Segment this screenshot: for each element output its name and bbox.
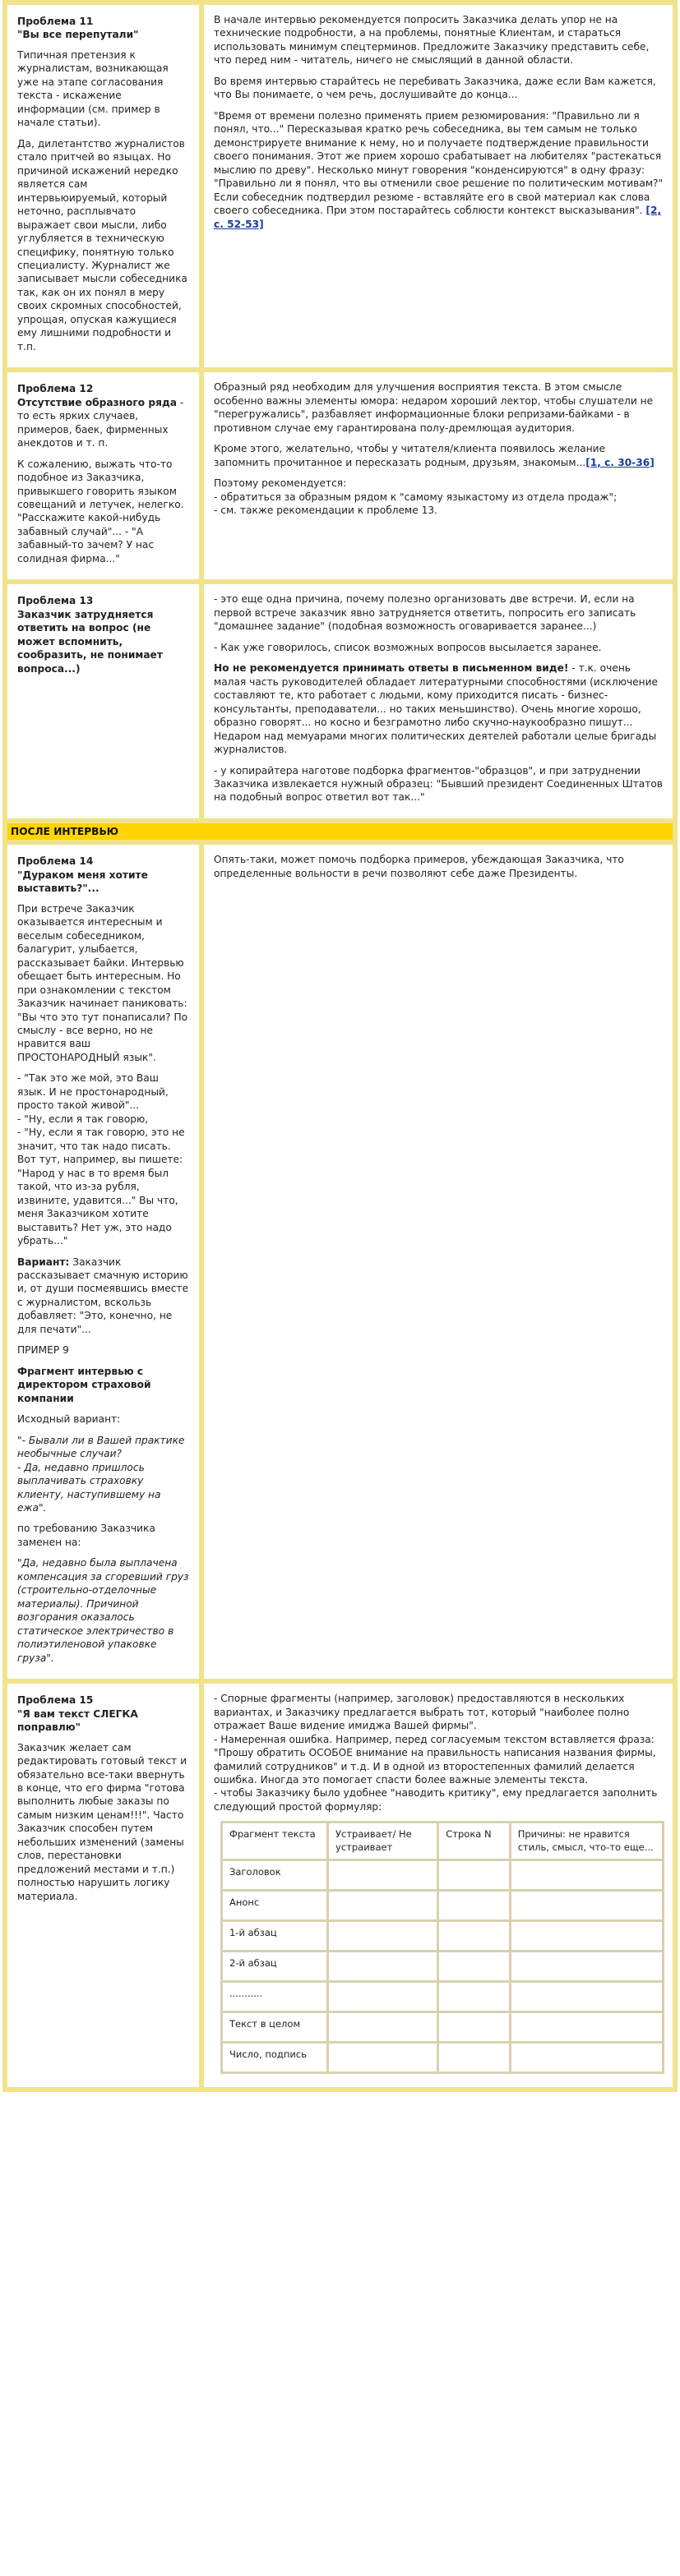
solution-14-text: Опять-таки, может помочь подборка примеров, убеждающая Заказчика, что определенные вольности в речи позволяют себе даже Президенты. bbox=[214, 854, 624, 879]
solution-12-text-2 bbox=[214, 442, 664, 469]
problem-row-13 bbox=[5, 582, 675, 821]
problem-11-text-2: Да, дилетантство журналистов стало притчей во языцах. Но причиной искажений нередко является сам интервьюируемый, который неточно, расплывчато выражает свои мысли, либо углубляется в техническую специфику, понятную только специалисту. Журналист же записывает мысли собеседника так, как он их понял в меру своих скромных способностей, упрощая, опуская кажущиеся ему лишними подробности и т.п. bbox=[17, 137, 187, 353]
form-row bbox=[222, 2043, 664, 2073]
feedback-form-table bbox=[220, 1821, 664, 2074]
form-header-row bbox=[222, 1823, 664, 1860]
form-cell[interactable] bbox=[328, 1891, 438, 1921]
problem-13-title: Проблема 13 Заказчик затрудняется ответить на вопрос (не может вспомнить, сообразить, не понимает вопроса...) bbox=[17, 595, 163, 675]
example-9-title: Фрагмент интервью с директором страховой компании bbox=[17, 1365, 151, 1404]
solution-13-text-3 bbox=[214, 661, 664, 756]
problem-11-title: Проблема 11 "Вы все перепутали" bbox=[17, 16, 139, 41]
form-header-fragment: Фрагмент текста bbox=[222, 1823, 328, 1860]
form-row-label: Анонс bbox=[222, 1891, 328, 1921]
problem-12-title-rest: - то есть ярких случаев, примеров, баек, фирменных анекдотов и т. п. bbox=[17, 396, 184, 449]
problem-14-variant-lead: Вариант: bbox=[17, 1256, 70, 1268]
form-cell[interactable] bbox=[510, 1982, 663, 2012]
form-cell[interactable] bbox=[438, 1921, 510, 1952]
solution-15-cell bbox=[201, 1681, 675, 2090]
form-header-reasons: Причины: не нравится стиль, смысл, что-то еще... bbox=[510, 1823, 663, 1860]
solution-12-rec-1: - обратиться за образным рядом к "самому языкастому из отдела продаж"; bbox=[214, 491, 618, 503]
problem-12-text-1: К сожалению, выжать что-то подобное из Заказчика, привыкшего говорить языком совещаний и летучек, нелегко. "Расскажите какой-нибудь забавный случай"... - "А забавный-то зачем? У нас солидная фирма..." bbox=[17, 458, 184, 565]
form-header-line: Строка N bbox=[438, 1823, 510, 1860]
form-cell[interactable] bbox=[510, 1921, 663, 1952]
form-row bbox=[222, 1921, 664, 1952]
form-cell[interactable] bbox=[438, 2012, 510, 2043]
problem-12-title: Проблема 12 Отсутствие образного ряда bbox=[17, 383, 178, 408]
solution-13-text-1: - это еще одна причина, почему полезно организовать две встречи. И, если на первой встрече заказчик явно затрудняется ответить, попросить его записать "домашнее задание" (подобная возможность оговаривается заранее...) bbox=[214, 593, 636, 633]
problem-row-12 bbox=[5, 370, 675, 582]
problem-11-text-1: Типичная претензия к журналистам, возникающая уже на этапе согласования текста - искажение информации (см. пример в начале статьи). bbox=[17, 48, 169, 129]
solution-12-recs bbox=[214, 477, 664, 517]
form-cell[interactable] bbox=[510, 1891, 663, 1921]
form-row-label: Текст в целом bbox=[222, 2012, 328, 2043]
solution-12-text-2a: Кроме этого, желательно, чтобы у читателя/клиента появилось желание запомнить прочитанное и пересказать родным, друзьям, знакомым... bbox=[214, 443, 606, 468]
form-cell[interactable] bbox=[328, 1860, 438, 1891]
problem-row-15 bbox=[5, 1681, 675, 2090]
form-row-label: Заголовок bbox=[222, 1860, 328, 1891]
form-cell[interactable] bbox=[328, 1952, 438, 1982]
solution-12-cell bbox=[201, 370, 675, 582]
form-cell[interactable] bbox=[438, 1891, 510, 1921]
problem-15-title: Проблема 15 "Я вам текст СЛЕГКА поправлю" bbox=[17, 1694, 138, 1734]
form-cell[interactable] bbox=[510, 2043, 663, 2073]
problem-14-text-1: При встрече Заказчик оказывается интересным и веселым собеседником, балагурит, улыбается, рассказывает байки. Интервью обещает быть интересным. Но при ознакомлении с текстом Заказчик начинает паниковать: "Вы что это тут понаписали? По смыслу - все верно, но не нравится ваш ПРОСТОНАРОДНЫЙ язык". bbox=[17, 902, 188, 1063]
form-row-label: Число, подпись bbox=[222, 2043, 328, 2073]
problem-14-variant-rest: Заказчик рассказывает смачную историю и, от души посмеявшись вместе с журналистом, вскользь добавляет: "Это, конечно, не для печати"... bbox=[17, 1256, 189, 1335]
form-header-accept: Устраивает/ Не устраивает bbox=[328, 1823, 438, 1860]
form-row bbox=[222, 2012, 664, 2043]
form-cell[interactable] bbox=[438, 1952, 510, 1982]
original-variant-label: Исходный вариант: bbox=[17, 1413, 121, 1426]
problem-row-11 bbox=[5, 2, 675, 370]
example-9-label: ПРИМЕР 9 bbox=[17, 1344, 69, 1357]
solution-13-bold-rest: - т.к. очень малая часть руководителей обладает литературными способностями (исключение составляют те, кто работает с людьми, кому приходится писать - бизнес-консультанты, преподаватели... но таких меньшинство). Очень многие хорошо, образно говорят... но косно и безграмотно либо скучно-наукообразно пишут... Недаром над мемуарами многих политических деятелей работали целые бригады журналистов. bbox=[214, 662, 659, 756]
form-row-label: 1-й абзац bbox=[222, 1921, 328, 1952]
section-header-after-interview: ПОСЛЕ ИНТЕРВЬЮ bbox=[5, 821, 675, 842]
form-cell[interactable] bbox=[328, 2043, 438, 2073]
solution-11-quote: "Время от времени полезно применять прием резюмирования: "Правильно ли я понял, что..." Пересказывая кратко речь собеседника, вы тем самым не только демонстрируете внимание к нему, но и получаете подтверждение правильности своего понимания. Этот же прием хорошо срабатывает на любителях "растекаться мыслию по древу". Несколько минут говорения "конденсируются" в одну фразу: "Правильно ли я понял, что вы отменили свое решение по политическим мотивам?" Если собеседник подтвердил резюме - вставляйте его в свой материал как слова своего собеседника. При этом постарайтесь соблюсти контекст высказывания". bbox=[214, 109, 664, 217]
form-cell[interactable] bbox=[328, 2012, 438, 2043]
form-row bbox=[222, 1860, 664, 1891]
form-cell[interactable] bbox=[438, 2043, 510, 2073]
problem-15-cell bbox=[5, 1681, 201, 2090]
problem-14-variant bbox=[17, 1256, 189, 1337]
form-row-label: 2-й абзац bbox=[222, 1952, 328, 1982]
problem-12-cell bbox=[5, 370, 201, 582]
problem-14-title: Проблема 14 "Дураком меня хотите выставить?"... bbox=[17, 855, 148, 895]
solution-11-cell bbox=[201, 2, 675, 370]
form-cell[interactable] bbox=[438, 1860, 510, 1891]
form-cell[interactable] bbox=[328, 1982, 438, 2012]
reference-link-2[interactable]: [2, с. 52-53] bbox=[214, 205, 662, 230]
form-cell[interactable] bbox=[328, 1921, 438, 1952]
original-variant-text: "- Бывали ли в Вашей практике необычные случаи? - Да, недавно пришлось выплачивать страховку клиенту, наступившему на ежа". bbox=[17, 1434, 185, 1514]
solution-11-text-3 bbox=[214, 109, 664, 231]
form-cell[interactable] bbox=[510, 1860, 663, 1891]
replacement-text: "Да, недавно была выплачена компенсация за сгоревший груз (строительно-отделочные материалы). Причиной возгорания оказалось статическое электричество в полиэтиленовой упаковке груза". bbox=[17, 1557, 189, 1664]
solution-11-text-1: В начале интервью рекомендуется попросить Заказчика делать упор не на технические подробности, а на проблемы, понятные Клиентам, и стараться использовать минимум спецтерминов. Предложите Заказчику представить себе, что перед ним - читатель, ничего не смыслящий в данной области. bbox=[214, 14, 650, 67]
solution-12-rec-title: Поэтому рекомендуется: bbox=[214, 477, 347, 490]
problems-table bbox=[2, 0, 678, 2092]
problem-15-text: Заказчик желает сам редактировать готовый текст и обязательно все-таки ввернуть в конце, что его фирма "готова выполнить любые заказы по самым низким ценам!!!". Часто Заказчик способен путем небольших изменений (замены слов, перестановки предложений местами и т.п.) полностью нарушить логику материала. bbox=[17, 1741, 187, 1902]
solution-12-rec-2: - см. также рекомендации к проблеме 13. bbox=[214, 505, 437, 516]
solution-14-cell bbox=[201, 842, 675, 1681]
solution-12-text-1: Образный ряд необходим для улучшения восприятия текста. В этом смысле особенно важны элементы юмора: недаром хороший лектор, чтобы слушатели не "перегружались", разбавляет информационные блоки репризами-байками - в противном случае ему гарантирована полу-дремлющая аудитория. bbox=[214, 381, 654, 434]
reference-link-1[interactable]: [1, с. 30-36] bbox=[585, 456, 655, 468]
section-row bbox=[5, 821, 675, 842]
problem-row-14 bbox=[5, 842, 675, 1681]
form-cell[interactable] bbox=[510, 1952, 663, 1982]
replacement-label: по требованию Заказчика заменен на: bbox=[17, 1523, 155, 1548]
form-row bbox=[222, 1952, 664, 1982]
problem-11-cell bbox=[5, 2, 201, 370]
solution-13-text-2: - Как уже говорилось, список возможных вопросов высылается заранее. bbox=[214, 641, 602, 653]
solution-13-cell bbox=[201, 582, 675, 821]
solution-13-text-4: - у копирайтера наготове подборка фрагментов-"образцов", и при затруднении Заказчика извлекается нужный образец: "Бывший президент Соединенных Штатов на подобный вопрос ответил вот так..." bbox=[214, 764, 663, 804]
problem-12-title-block bbox=[17, 382, 189, 449]
problem-14-cell bbox=[5, 842, 201, 1681]
solution-11-text-2: Во время интервью старайтесь не перебивать Заказчика, даже если Вам кажется, что Вы понимаете, о чем речь, дослушивайте до конца... bbox=[214, 75, 656, 101]
solution-15-text: - Спорные фрагменты (например, заголовок) предоставляются в нескольких вариантах, и Заказчику предлагается выбрать тот, который "наиболее полно отражает Ваше видение имиджа Вашей фирмы". - Намеренная ошибка. Например, перед согласуемым текстом вставляется фраза: "Прошу обратить ОСОБОЕ внимание на правильность написания названия фирмы, фамилий сотрудников" и т.д. И в одной из второстепенных фамилий делается ошибка. Иногда это помогает спасти более важные элементы текста. - чтобы Заказчику было удобнее "наводить критику", ему предлагается заполнить следующий простой формуляр: bbox=[214, 1693, 658, 1813]
problem-13-cell bbox=[5, 582, 201, 821]
form-row-label: ........... bbox=[222, 1982, 328, 2012]
solution-13-bold-lead: Но не рекомендуется принимать ответы в письменном виде! bbox=[214, 662, 569, 675]
form-cell[interactable] bbox=[438, 1982, 510, 2012]
form-row bbox=[222, 1891, 664, 1921]
form-cell[interactable] bbox=[510, 2012, 663, 2043]
problem-14-dialog: - "Так это же мой, это Ваш язык. И не простонародный, просто такой живой"... - "Ну, если я так говорю, - "Ну, если я так говорю, это не значит, что так надо писать. Вот тут, например, вы пишете: "Народ у нас в то время был такой, что из-за рубля, извините, удавится..." Вы что, меня Заказчиком хотите выставить? Нет уж, это надо убрать..." bbox=[17, 1072, 185, 1247]
form-row bbox=[222, 1982, 664, 2012]
